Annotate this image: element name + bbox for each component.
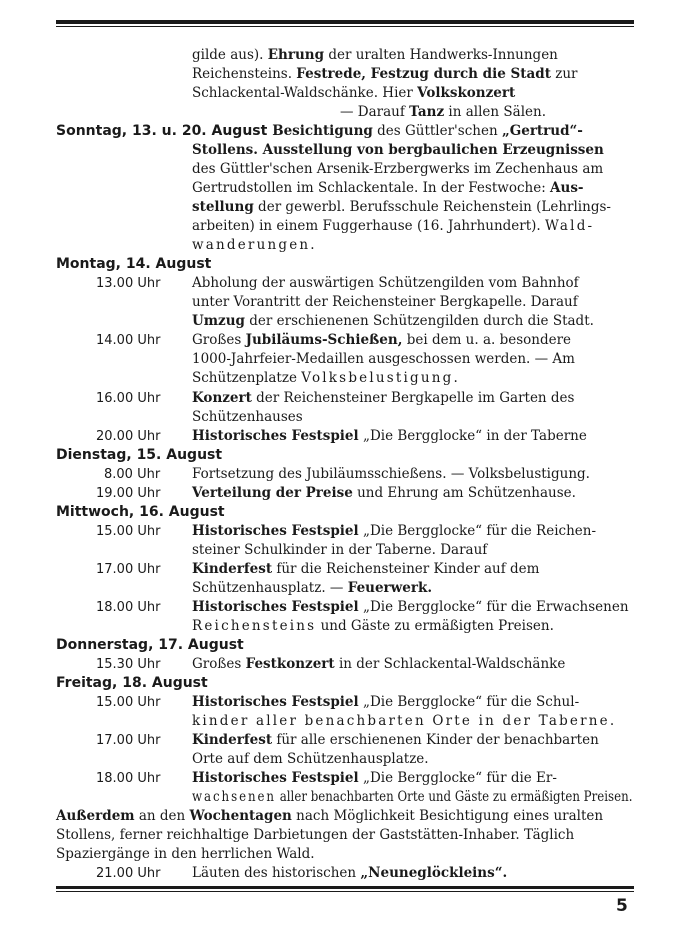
body-text: „Die Bergglocke“ für die Schul-: [358, 694, 580, 710]
body-text: Großes: [192, 656, 246, 672]
body-text: Großes: [192, 332, 246, 348]
day-heading: Donnerstag, 17. August: [56, 637, 244, 653]
emphasis-text: Historisches Festspiel: [192, 599, 359, 615]
text-line: [192, 864, 507, 883]
bottom-rule-thick: [56, 886, 634, 889]
body-text: „Die Bergglocke“ für die Erwachsenen: [358, 599, 629, 615]
body-text: aller benachbarten Orte und Gäste zu ermäßigten Preisen.: [275, 789, 633, 805]
body-text: der Reichensteiner Bergkapelle im Garten des: [251, 390, 575, 406]
time-label: 8.00 Uhr: [104, 467, 161, 482]
emphasis-text: Konzert: [192, 390, 252, 406]
text-line: [96, 769, 160, 788]
text-line: [56, 446, 222, 465]
emphasis-text: Wochentagen: [189, 808, 292, 824]
emphasis-text: Außerdem: [56, 808, 135, 824]
body-text: Orte auf dem Schützenhausplatze.: [192, 751, 429, 767]
text-line: [96, 693, 160, 712]
body-text: und Gäste zu ermäßigten Preisen.: [316, 618, 554, 634]
text-line: [192, 522, 596, 541]
text-line: [192, 312, 594, 331]
text-line: [340, 103, 546, 122]
body-text: Schlackental-Waldschänke. Hier: [192, 85, 418, 101]
body-text: Schützenhausplatz. —: [192, 580, 348, 596]
emphasis-text: Historisches Festspiel: [192, 428, 359, 444]
text-line: [56, 807, 603, 826]
body-text: Gertrudstollen im Schlackentale. In der Festwoche:: [192, 180, 551, 196]
body-text: nach Möglichkeit Besichtigung eines uralten: [291, 808, 604, 824]
body-text: zur: [550, 66, 578, 82]
text-line: [192, 65, 578, 84]
body-text: Stollens, ferner reichhaltige Darbietungen der Gaststätten-Inhaber. Täglich: [56, 827, 575, 843]
text-line: [192, 46, 558, 65]
text-line: [192, 465, 590, 484]
body-text: Reichensteins: [192, 618, 317, 634]
emphasis-text: Festkonzert: [245, 656, 335, 672]
body-text: an den: [134, 808, 190, 824]
text-line: [96, 389, 160, 408]
body-text: steiner Schulkinder in der Taberne. Darauf: [192, 542, 488, 558]
text-line: [96, 274, 160, 293]
text-line: [192, 579, 432, 598]
body-text: und Ehrung am Schützenhause.: [352, 485, 576, 501]
text-line: [192, 769, 557, 788]
text-line: [96, 427, 160, 446]
body-text: bei dem u. a. besondere: [402, 332, 572, 348]
text-line: [96, 484, 160, 503]
body-text: — Darauf: [340, 104, 410, 120]
text-line: [192, 350, 575, 369]
text-line: [56, 826, 574, 845]
text-line: [96, 731, 160, 750]
body-text: der uralten Handwerks-Innungen: [324, 47, 558, 63]
body-text: Spaziergänge in den herrlichen Wald.: [56, 846, 315, 862]
text-line: [192, 560, 539, 579]
text-line: [96, 560, 160, 579]
body-text: Volksbelustigung.: [301, 370, 460, 386]
text-line: [96, 522, 160, 541]
emphasis-text: „Gertrud“-: [501, 123, 583, 139]
body-text: „Die Bergglocke“ in der Taberne: [358, 428, 587, 444]
text-line: [192, 541, 487, 560]
time-label: 13.00 Uhr: [96, 276, 161, 291]
body-text: des Güttler'schen Arsenik-Erzbergwerks im Zechenhaus am: [192, 161, 604, 177]
text-line: [192, 274, 579, 293]
emphasis-text: Festrede, Festzug durch die Stadt: [296, 66, 551, 82]
text-line: [96, 598, 160, 617]
emphasis-text: Kinderfest: [192, 561, 273, 577]
time-label: 20.00 Uhr: [96, 429, 161, 444]
text-line: [56, 674, 208, 693]
body-text: wanderungen.: [192, 237, 317, 253]
text-line: [192, 788, 632, 807]
time-label: 18.00 Uhr: [96, 771, 161, 786]
text-line: [192, 236, 317, 255]
text-line: [56, 255, 211, 274]
text-line: [192, 331, 571, 350]
text-line: [192, 617, 554, 636]
day-heading: Montag, 14. August: [56, 256, 212, 272]
text-line: [96, 655, 160, 674]
text-line: [56, 845, 315, 864]
body-text: 1000-Jahrfeier-Medaillen ausgeschossen werden. — Am: [192, 351, 575, 367]
text-line: [192, 389, 574, 408]
text-line: [192, 408, 303, 427]
body-text: der erschienenen Schützengilden durch die Stadt.: [244, 313, 594, 329]
emphasis-text: Historisches Festspiel: [192, 770, 359, 786]
emphasis-text: Umzug: [192, 313, 245, 329]
emphasis-text: Jubiläums-Schießen,: [245, 332, 403, 348]
text-line: [192, 693, 579, 712]
text-line: [104, 465, 160, 484]
text-line: [192, 179, 584, 198]
text-line: [96, 864, 160, 883]
body-text: des Güttler'schen: [372, 123, 502, 139]
time-label: 14.00 Uhr: [96, 333, 161, 348]
text-line: [192, 712, 616, 731]
emphasis-text: stellung: [192, 199, 254, 215]
body-text: in allen Sälen.: [444, 104, 546, 120]
body-text: für alle erschienenen Kinder der benachbarten: [272, 732, 599, 748]
time-label: 16.00 Uhr: [96, 391, 161, 406]
time-label: 15.00 Uhr: [96, 524, 161, 539]
time-label: 19.00 Uhr: [96, 486, 161, 501]
day-heading: Mittwoch, 16. August: [56, 504, 225, 520]
text-line: [192, 84, 515, 103]
emphasis-text: „Neuneglöckleins“.: [360, 865, 508, 881]
bottom-rule-thin: [56, 891, 634, 892]
emphasis-text: Kinderfest: [192, 732, 273, 748]
body-text: für die Reichensteiner Kinder auf dem: [272, 561, 540, 577]
day-heading: Freitag, 18. August: [56, 675, 208, 691]
emphasis-text: Historisches Festspiel: [192, 523, 359, 539]
time-label: 17.00 Uhr: [96, 562, 161, 577]
time-label: 18.00 Uhr: [96, 600, 161, 615]
time-label: 15.00 Uhr: [96, 695, 161, 710]
emphasis-text: Feuerwerk.: [347, 580, 433, 596]
emphasis-text: Verteilung der Preise: [192, 485, 353, 501]
body-text: Fortsetzung des Jubiläumsschießens. — Volksbelustigung.: [192, 466, 590, 482]
text-line: [192, 484, 576, 503]
text-line: [192, 750, 429, 769]
page-number: 5: [616, 896, 628, 916]
body-text: gilde aus).: [192, 47, 268, 63]
text-line: [192, 731, 599, 750]
body-text: der gewerbl. Berufsschule Reichenstein (Lehrlings-: [253, 199, 611, 215]
emphasis-text: Tanz: [409, 104, 445, 120]
text-line: [192, 217, 594, 236]
body-text: kinder aller benachbarten Orte in der Taberne.: [192, 713, 617, 729]
body-text: Wald-: [545, 218, 595, 234]
text-line: [56, 122, 583, 141]
text-line: [192, 598, 629, 617]
text-line: [192, 655, 565, 674]
emphasis-text: Besichtigung: [272, 123, 373, 139]
emphasis-text: Aus-: [550, 180, 584, 196]
time-label: 21.00 Uhr: [96, 866, 161, 881]
top-rule-thin: [56, 26, 634, 27]
body-text: Schützenplatze: [192, 370, 302, 386]
emphasis-text: Historisches Festspiel: [192, 694, 359, 710]
body-text: „Die Bergglocke“ für die Reichen-: [358, 523, 597, 539]
emphasis-text: Stollens. Ausstellung von bergbaulichen Erzeugnissen: [192, 142, 604, 158]
text-line: [192, 427, 587, 446]
text-line: [192, 160, 603, 179]
text-line: [192, 198, 611, 217]
body-text: Reichensteins.: [192, 66, 297, 82]
body-text: unter Vorantritt der Reichensteiner Bergkapelle. Darauf: [192, 294, 578, 310]
body-text: „Die Bergglocke“ für die Er-: [358, 770, 557, 786]
emphasis-text: Volkskonzert: [417, 85, 516, 101]
emphasis-text: Ehrung: [267, 47, 325, 63]
text-line: [56, 636, 244, 655]
body-text: Schützenhauses: [192, 409, 303, 425]
text-line: [56, 503, 225, 522]
body-text: in der Schlackental-Waldschänke: [334, 656, 566, 672]
body-text: Läuten des historischen: [192, 865, 361, 881]
day-heading: Sonntag, 13. u. 20. August: [56, 123, 273, 139]
body-text: arbeiten) in einem Fuggerhause (16. Jahrhundert).: [192, 218, 546, 234]
time-label: 17.00 Uhr: [96, 733, 161, 748]
top-rule-thick: [56, 20, 634, 24]
day-heading: Dienstag, 15. August: [56, 447, 223, 463]
body-text: wachsenen: [192, 789, 276, 805]
text-line: [192, 141, 604, 160]
text-line: [192, 293, 578, 312]
text-line: [192, 369, 460, 388]
time-label: 15.30 Uhr: [96, 657, 161, 672]
body-text: Abholung der auswärtigen Schützengilden vom Bahnhof: [192, 275, 579, 291]
text-line: [96, 331, 160, 350]
